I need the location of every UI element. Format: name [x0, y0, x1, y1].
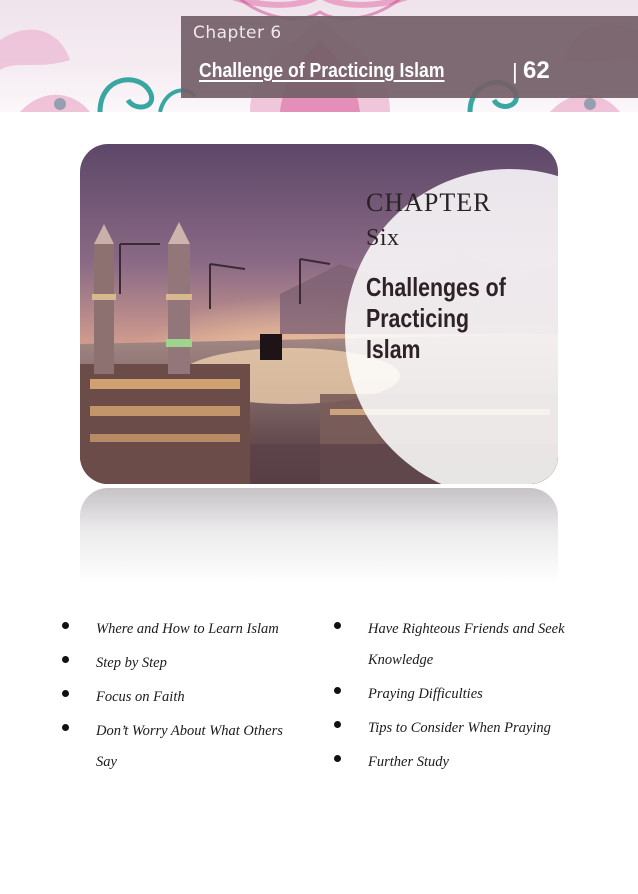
- list-item-text: Have Righteous Friends and Seek Knowledge: [368, 621, 565, 668]
- list-item: [62, 682, 292, 713]
- page-separator: |: [512, 59, 518, 84]
- list-item-text: Tips to Consider When Praying: [368, 720, 551, 736]
- list-item-text: Step by Step: [96, 655, 167, 671]
- hero-chapter-number: Six: [366, 225, 400, 251]
- list-item-text: Don’t Worry About What Others Say: [96, 723, 283, 770]
- chapter-label: Chapter 6: [193, 23, 282, 43]
- list-item-text: Further Study: [368, 754, 449, 770]
- bullet-icon: [334, 622, 341, 629]
- chapter-header-box: [181, 16, 638, 98]
- hero-reflection: [80, 488, 558, 584]
- bullet-icon: [334, 755, 341, 762]
- hero-subtitle: [366, 272, 538, 365]
- hero-subtitle-line: Challenges of: [366, 272, 506, 302]
- hero-chapter-word: CHAPTER: [366, 188, 492, 217]
- topics-left-list: [62, 614, 292, 778]
- bullet-icon: [62, 656, 69, 663]
- list-item: [62, 648, 292, 679]
- list-item-text: Where and How to Learn Islam: [96, 621, 279, 637]
- hero-subtitle-line: Islam: [366, 334, 421, 364]
- list-item: [334, 679, 574, 710]
- list-item: [334, 747, 574, 778]
- list-item: [334, 614, 574, 676]
- list-item: [62, 614, 292, 645]
- list-item-text: Praying Difficulties: [368, 686, 483, 702]
- list-item: [62, 716, 292, 778]
- bullet-icon: [334, 721, 341, 728]
- bullet-icon: [62, 724, 69, 731]
- topics-right-list: [334, 614, 574, 778]
- bullet-icon: [334, 687, 341, 694]
- header-banner: [0, 0, 638, 112]
- page-number: 62: [523, 57, 550, 84]
- hero-subtitle-line: Practicing: [366, 303, 470, 333]
- list-item-text: Focus on Faith: [96, 689, 185, 705]
- hero-text: [366, 186, 556, 365]
- bullet-icon: [62, 622, 69, 629]
- bullet-icon: [62, 690, 69, 697]
- list-item: [334, 713, 574, 744]
- chapter-title: Challenge of Practicing Islam: [199, 60, 445, 82]
